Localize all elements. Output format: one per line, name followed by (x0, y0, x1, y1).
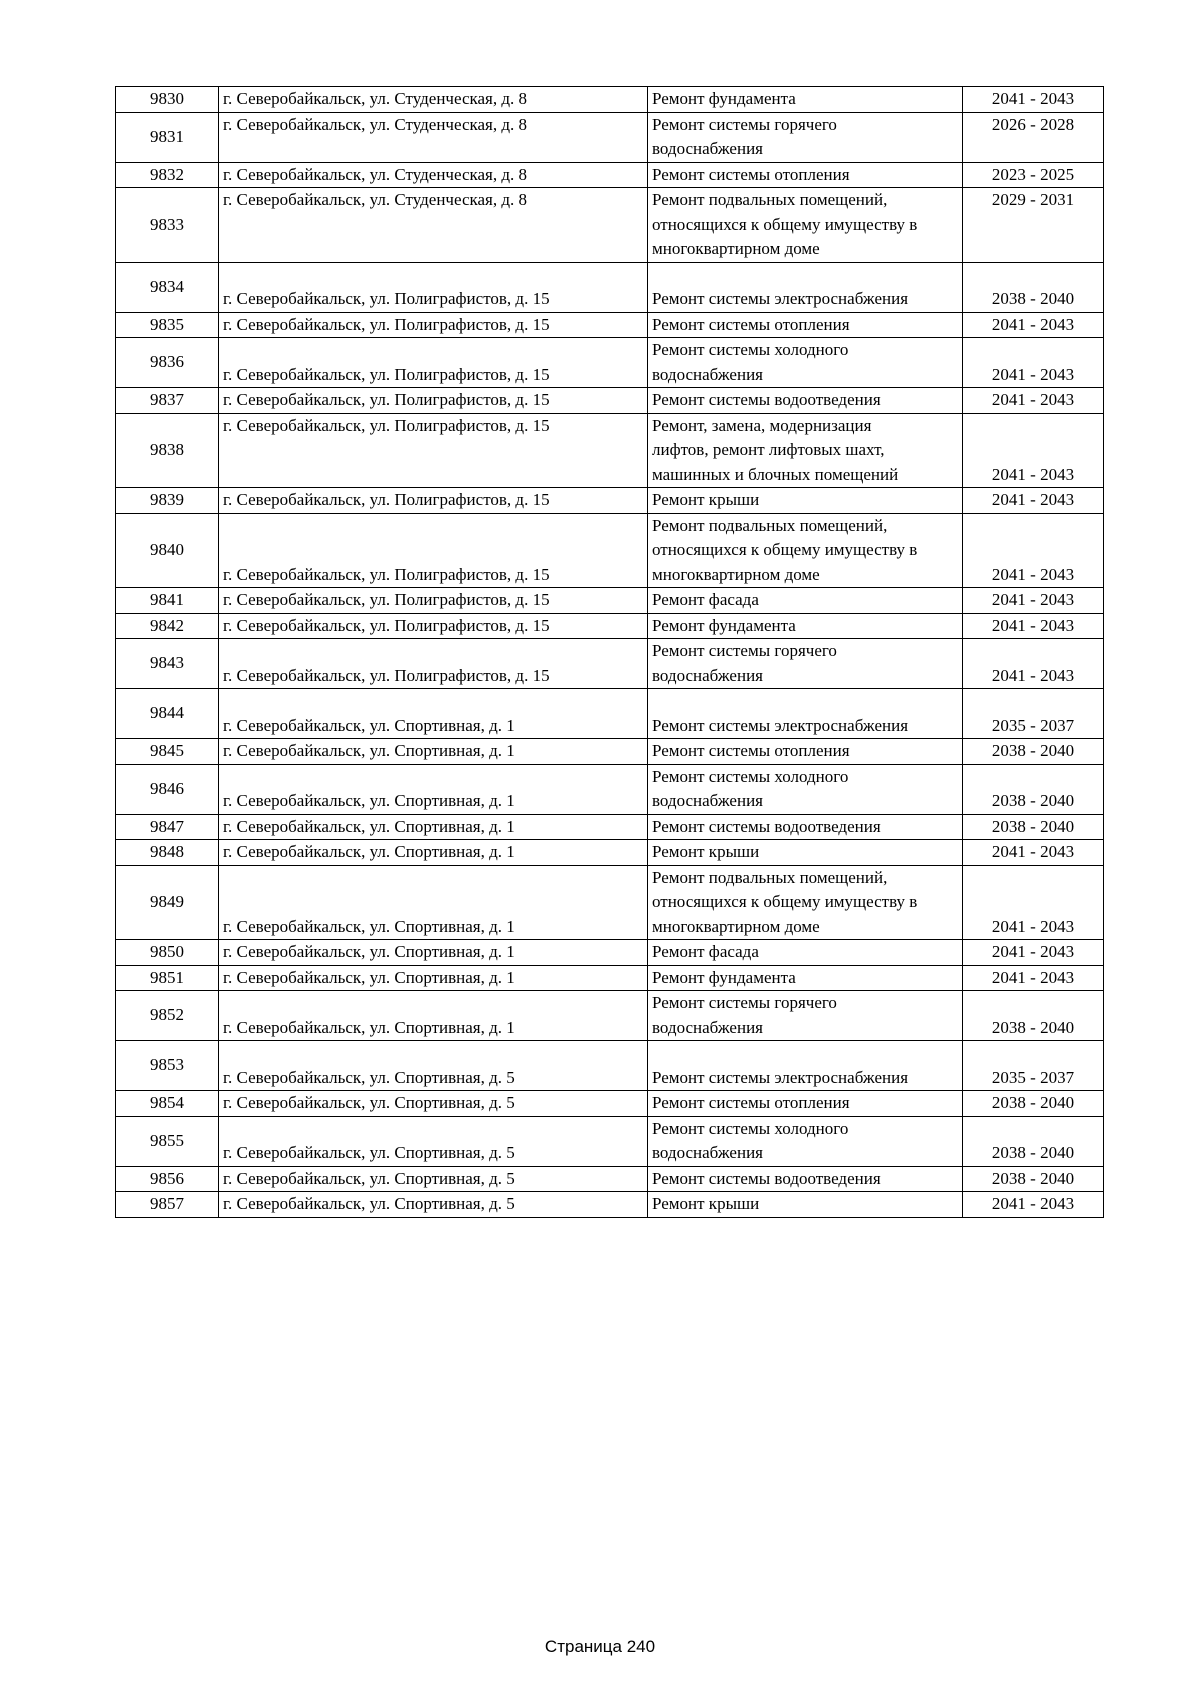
row-number-cell: 9842 (116, 613, 219, 639)
work-type-cell (648, 764, 963, 814)
work-type-line: Ремонт системы холодного (652, 340, 849, 359)
address-cell: г. Северобайкальск, ул. Спортивная, д. 5 (219, 1192, 648, 1218)
work-type-line: Ремонт крыши (652, 1194, 760, 1213)
work-type-line: Ремонт системы электроснабжения (652, 289, 909, 308)
row-number-cell: 9838 (116, 413, 219, 488)
row-number-cell: 9836 (116, 338, 219, 388)
work-type-cell (648, 940, 963, 966)
period-cell: 2041 - 2043 (963, 513, 1104, 588)
table-row (116, 991, 1104, 1041)
address-cell: г. Северобайкальск, ул. Студенческая, д. 8 (219, 188, 648, 263)
work-type-line: многоквартирном доме (652, 916, 820, 936)
period-cell: 2038 - 2040 (963, 764, 1104, 814)
work-type-cell (648, 188, 963, 263)
table-row (116, 1166, 1104, 1192)
period-cell: 2038 - 2040 (963, 739, 1104, 765)
work-type-line: Ремонт подвальных помещений, (652, 867, 888, 887)
period-cell: 2041 - 2043 (963, 87, 1104, 113)
address-cell: г. Северобайкальск, ул. Спортивная, д. 1 (219, 840, 648, 866)
work-type-cell (648, 262, 963, 312)
work-type-cell (648, 488, 963, 514)
address-cell: г. Северобайкальск, ул. Студенческая, д. 8 (219, 112, 648, 162)
table-row (116, 488, 1104, 514)
table-row (116, 1192, 1104, 1218)
address-cell: г. Северобайкальск, ул. Студенческая, д. 8 (219, 162, 648, 188)
row-number-cell: 9839 (116, 488, 219, 514)
period-cell: 2038 - 2040 (963, 262, 1104, 312)
address-cell: г. Северобайкальск, ул. Спортивная, д. 5 (219, 1041, 648, 1091)
work-type-line: водоснабжения (652, 364, 763, 384)
work-type-line: относящихся к общему имуществу в (652, 892, 918, 911)
table-row (116, 1041, 1104, 1091)
work-type-cell (648, 1116, 963, 1166)
row-number-cell: 9833 (116, 188, 219, 263)
row-number-cell: 9840 (116, 513, 219, 588)
address-cell: г. Северобайкальск, ул. Спортивная, д. 5 (219, 1091, 648, 1117)
row-number-cell: 9835 (116, 312, 219, 338)
work-type-line: Ремонт системы холодного (652, 766, 849, 786)
row-number-cell: 9852 (116, 991, 219, 1041)
period-cell: 2038 - 2040 (963, 1166, 1104, 1192)
work-type-cell (648, 1192, 963, 1218)
work-type-line: Ремонт системы холодного (652, 1118, 849, 1138)
work-type-cell (648, 112, 963, 162)
address-cell: г. Северобайкальск, ул. Полиграфистов, д. 15 (219, 513, 648, 588)
period-cell: 2029 - 2031 (963, 188, 1104, 263)
row-number-cell: 9846 (116, 764, 219, 814)
address-cell: г. Северобайкальск, ул. Полиграфистов, д. 15 (219, 588, 648, 614)
work-type-line: Ремонт крыши (652, 490, 760, 509)
table-row (116, 588, 1104, 614)
address-cell: г. Северобайкальск, ул. Спортивная, д. 1 (219, 814, 648, 840)
work-type-line: Ремонт подвальных помещений, (652, 515, 888, 535)
row-number-cell: 9850 (116, 940, 219, 966)
work-type-line: Ремонт системы горячего (652, 641, 837, 660)
work-type-cell (648, 991, 963, 1041)
table-row (116, 112, 1104, 162)
work-type-cell (648, 312, 963, 338)
period-cell: 2041 - 2043 (963, 1192, 1104, 1218)
work-type-line: водоснабжения (652, 1017, 763, 1037)
work-type-cell (648, 865, 963, 940)
work-type-line: многоквартирном доме (652, 564, 820, 584)
row-number-cell: 9841 (116, 588, 219, 614)
table-row (116, 814, 1104, 840)
work-type-cell (648, 162, 963, 188)
row-number-cell: 9830 (116, 87, 219, 113)
period-cell: 2041 - 2043 (963, 488, 1104, 514)
work-type-line: Ремонт фасада (652, 590, 759, 609)
table-row (116, 388, 1104, 414)
work-type-cell (648, 1166, 963, 1192)
row-number-cell: 9857 (116, 1192, 219, 1218)
work-type-cell (648, 613, 963, 639)
row-number-cell: 9843 (116, 639, 219, 689)
work-type-cell (648, 513, 963, 588)
table-row (116, 513, 1104, 588)
work-type-line: Ремонт системы отопления (652, 164, 850, 184)
address-cell: г. Северобайкальск, ул. Спортивная, д. 1 (219, 991, 648, 1041)
work-type-cell (648, 338, 963, 388)
row-number-cell: 9844 (116, 689, 219, 739)
address-cell: г. Северобайкальск, ул. Полиграфистов, д. 15 (219, 613, 648, 639)
table-row (116, 413, 1104, 488)
row-number-cell: 9832 (116, 162, 219, 188)
row-number-cell: 9853 (116, 1041, 219, 1091)
table-row (116, 338, 1104, 388)
address-cell: г. Северобайкальск, ул. Полиграфистов, д. 15 (219, 262, 648, 312)
work-type-line: водоснабжения (652, 1143, 763, 1162)
work-type-line: Ремонт системы электроснабжения (652, 715, 909, 735)
table-row (116, 840, 1104, 866)
period-cell: 2041 - 2043 (963, 613, 1104, 639)
work-type-line: Ремонт фасада (652, 942, 759, 961)
address-cell: г. Северобайкальск, ул. Полиграфистов, д. 15 (219, 488, 648, 514)
address-cell: г. Северобайкальск, ул. Спортивная, д. 1 (219, 764, 648, 814)
period-cell: 2026 - 2028 (963, 112, 1104, 162)
period-cell: 2038 - 2040 (963, 991, 1104, 1041)
period-cell: 2041 - 2043 (963, 338, 1104, 388)
work-type-line: Ремонт системы горячего (652, 114, 837, 134)
address-cell: г. Северобайкальск, ул. Спортивная, д. 1 (219, 689, 648, 739)
work-type-line: водоснабжения (652, 791, 763, 810)
work-type-line: Ремонт системы электроснабжения (652, 1067, 909, 1087)
table-row (116, 689, 1104, 739)
work-type-cell (648, 739, 963, 765)
table-row (116, 965, 1104, 991)
table-row (116, 262, 1104, 312)
work-type-cell (648, 965, 963, 991)
work-type-cell (648, 840, 963, 866)
period-cell: 2038 - 2040 (963, 1116, 1104, 1166)
table-row (116, 1091, 1104, 1117)
work-type-cell (648, 87, 963, 113)
work-type-line: Ремонт системы водоотведения (652, 1168, 881, 1188)
row-number-cell: 9855 (116, 1116, 219, 1166)
work-type-cell (648, 1041, 963, 1091)
period-cell: 2041 - 2043 (963, 388, 1104, 414)
work-type-line: лифтов, ремонт лифтовых шахт, (652, 440, 885, 459)
table-row (116, 188, 1104, 263)
work-type-line: Ремонт подвальных помещений, (652, 190, 888, 209)
work-type-line: водоснабжения (652, 665, 763, 685)
table-row (116, 1116, 1104, 1166)
work-type-line: Ремонт фундамента (652, 615, 796, 635)
table-row (116, 865, 1104, 940)
table-row (116, 162, 1104, 188)
work-type-line: Ремонт фундамента (652, 89, 796, 108)
work-type-line: водоснабжения (652, 139, 763, 158)
work-type-cell (648, 814, 963, 840)
address-cell: г. Северобайкальск, ул. Спортивная, д. 5 (219, 1116, 648, 1166)
address-cell: г. Северобайкальск, ул. Спортивная, д. 1 (219, 865, 648, 940)
period-cell: 2035 - 2037 (963, 1041, 1104, 1091)
work-type-cell (648, 413, 963, 488)
repair-schedule-table (115, 86, 1104, 1218)
work-type-line: Ремонт фундамента (652, 967, 796, 987)
work-type-line: Ремонт системы водоотведения (652, 816, 881, 836)
period-cell: 2041 - 2043 (963, 840, 1104, 866)
work-type-cell (648, 1091, 963, 1117)
period-cell: 2041 - 2043 (963, 965, 1104, 991)
period-cell: 2041 - 2043 (963, 639, 1104, 689)
address-cell: г. Северобайкальск, ул. Студенческая, д. 8 (219, 87, 648, 113)
row-number-cell: 9847 (116, 814, 219, 840)
address-cell: г. Северобайкальск, ул. Спортивная, д. 1 (219, 739, 648, 765)
table-row (116, 764, 1104, 814)
row-number-cell: 9854 (116, 1091, 219, 1117)
work-type-cell (648, 689, 963, 739)
address-cell: г. Северобайкальск, ул. Спортивная, д. 1 (219, 940, 648, 966)
table-row (116, 312, 1104, 338)
period-cell: 2041 - 2043 (963, 588, 1104, 614)
address-cell: г. Северобайкальск, ул. Полиграфистов, д. 15 (219, 338, 648, 388)
period-cell: 2038 - 2040 (963, 1091, 1104, 1117)
period-cell: 2038 - 2040 (963, 814, 1104, 840)
table-row (116, 613, 1104, 639)
work-type-line: Ремонт, замена, модернизация (652, 415, 872, 435)
work-type-line: машинных и блочных помещений (652, 464, 899, 484)
table-row (116, 739, 1104, 765)
work-type-cell (648, 639, 963, 689)
period-cell: 2041 - 2043 (963, 312, 1104, 338)
page-number: Страница 240 (544, 1637, 656, 1656)
period-cell: 2023 - 2025 (963, 162, 1104, 188)
period-cell: 2041 - 2043 (963, 865, 1104, 940)
work-type-line: Ремонт системы отопления (652, 741, 850, 760)
period-cell: 2041 - 2043 (963, 413, 1104, 488)
work-type-line: многоквартирном доме (652, 239, 820, 258)
work-type-line: Ремонт системы отопления (652, 314, 850, 334)
work-type-line: относящихся к общему имуществу в (652, 214, 918, 234)
table-body (116, 87, 1104, 1218)
address-cell: г. Северобайкальск, ул. Полиграфистов, д. 15 (219, 388, 648, 414)
row-number-cell: 9848 (116, 840, 219, 866)
work-type-line: Ремонт системы горячего (652, 993, 837, 1012)
table-row (116, 87, 1104, 113)
table-row (116, 940, 1104, 966)
address-cell: г. Северобайкальск, ул. Спортивная, д. 1 (219, 965, 648, 991)
period-cell: 2041 - 2043 (963, 940, 1104, 966)
row-number-cell: 9834 (116, 262, 219, 312)
work-type-cell (648, 588, 963, 614)
address-cell: г. Северобайкальск, ул. Полиграфистов, д. 15 (219, 639, 648, 689)
table-row (116, 639, 1104, 689)
work-type-line: относящихся к общему имуществу в (652, 540, 918, 559)
work-type-cell (648, 388, 963, 414)
row-number-cell: 9856 (116, 1166, 219, 1192)
address-cell: г. Северобайкальск, ул. Полиграфистов, д. 15 (219, 312, 648, 338)
work-type-line: Ремонт крыши (652, 842, 760, 861)
row-number-cell: 9845 (116, 739, 219, 765)
work-type-line: Ремонт системы водоотведения (652, 390, 881, 409)
row-number-cell: 9831 (116, 112, 219, 162)
row-number-cell: 9851 (116, 965, 219, 991)
address-cell: г. Северобайкальск, ул. Полиграфистов, д. 15 (219, 413, 648, 488)
work-type-line: Ремонт системы отопления (652, 1093, 850, 1112)
address-cell: г. Северобайкальск, ул. Спортивная, д. 5 (219, 1166, 648, 1192)
row-number-cell: 9837 (116, 388, 219, 414)
row-number-cell: 9849 (116, 865, 219, 940)
period-cell: 2035 - 2037 (963, 689, 1104, 739)
